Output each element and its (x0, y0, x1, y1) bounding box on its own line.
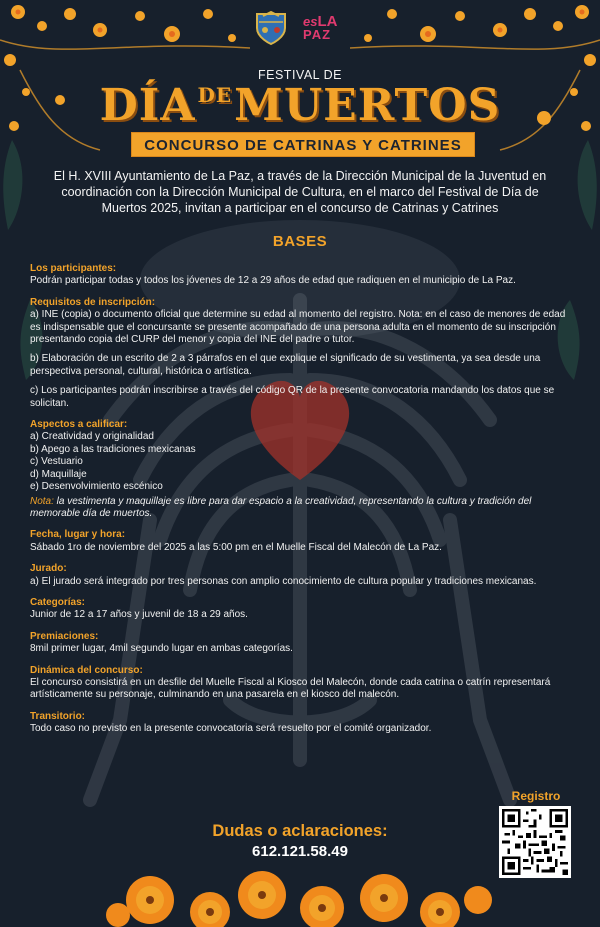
logo-es-text: es (303, 14, 318, 29)
section-heading: Requisitos de inscripción: (30, 296, 156, 308)
section-premiaciones (30, 631, 576, 656)
intro-paragraph: El H. XVIII Ayuntamiento de La Paz, a través de la Dirección Municipal de la Juventud en coordinación con la Dirección Municipal de Cultura, en el marco del Festival de Día de Muertos 2025, invitan a participar en el concurso de Catrinas y Catrines (53, 169, 547, 215)
section-fecha (30, 529, 576, 554)
logos-row (0, 8, 600, 48)
es-la-paz-logo (303, 15, 347, 41)
municipal-shield-icon (253, 10, 289, 46)
contact-heading: Dudas o aclaraciones: (212, 822, 388, 840)
rules-content (30, 263, 576, 745)
section-text: El concurso consistirá en un desfile del Muelle Fiscal al Kiosco del Malecón, donde cada catrina o catrín representará artísticamente su personaje, culminando en una pasarela en el kiosco del malecón. (30, 676, 551, 701)
section-dinamica (30, 665, 576, 702)
list-item: e) Desenvolvimiento escénico (30, 481, 163, 493)
title-dia: DÍA (99, 80, 196, 131)
registro-label: Registro (511, 789, 561, 803)
requisito-b: b) Elaboración de un escrito de 2 a 3 párrafos en el que explique el significado de su vestimenta, ya sea desde una perspectiva personal, cultural, histórica o artística. (30, 353, 541, 377)
requisito-c: c) Los participantes podrán inscribirse a través del código QR de la presente convocatoria mandando los datos que se solicitan. (30, 385, 555, 409)
qr-code-icon (502, 809, 568, 875)
section-participantes (30, 263, 576, 288)
section-text: a) El jurado será integrado por tres personas con amplio conocimiento de cultura popular y tradiciones mexicanas. (30, 575, 537, 587)
bases-heading: BASES (272, 233, 328, 250)
registration-qr-code[interactable] (499, 806, 571, 878)
section-heading: Transitorio: (30, 710, 86, 722)
note-label: Nota: (30, 495, 54, 507)
list-item: a) Creatividad y originalidad (30, 431, 154, 443)
festival-label: FESTIVAL DE (258, 68, 342, 82)
section-categorias (30, 597, 576, 622)
section-aspectos (30, 419, 576, 520)
contest-banner: CONCURSO DE CATRINAS Y CATRINES (131, 132, 475, 157)
section-text: 8mil primer lugar, 4mil segundo lugar en ambas categorías. (30, 643, 293, 655)
section-heading: Categorías: (30, 596, 86, 608)
requisito-a: a) INE (copia) o documento oficial que determine su edad al momento del registro. Nota: en el caso de menores de edad es indispensable que el concursante se presente acompañado de una persona adulta en el momento de su inscripción presentando copia del CURP del menor y copia del INE del padre o tutor. (30, 309, 566, 346)
title-de: DE (197, 83, 233, 107)
section-heading: Jurado: (30, 563, 67, 575)
list-item: c) Vestuario (30, 456, 83, 468)
section-heading: Los participantes: (30, 263, 117, 274)
section-heading: Premiaciones: (30, 630, 99, 642)
section-requisitos (30, 297, 576, 410)
section-text: Todo caso no previsto en la presente convocatoria será resuelto por el comité organizador. (30, 723, 432, 735)
contact-phone[interactable]: 612.121.58.49 (252, 843, 348, 860)
title-muertos: MUERTOS (234, 80, 501, 131)
page-title (0, 80, 600, 131)
list-item: d) Maquillaje (30, 468, 87, 480)
section-text: Sábado 1ro de noviembre del 2025 a las 5:00 pm en el Muelle Fiscal del Malecón de La Paz. (30, 541, 442, 553)
section-text: Podrán participar todas y todos los jóvenes de 12 a 29 años de edad que radiquen en el municipio de La Paz. (30, 275, 516, 287)
section-transitorio (30, 711, 470, 736)
section-text: Junior de 12 a 17 años y juvenil de 18 a 29 años. (30, 609, 248, 621)
logo-la-text: LA (317, 13, 338, 30)
section-heading: Aspectos a calificar: (30, 419, 128, 431)
logo-paz-text: PAZ (303, 27, 332, 42)
section-heading: Dinámica del concurso: (30, 664, 143, 676)
list-item: b) Apego a las tradiciones mexicanas (30, 443, 196, 455)
section-heading: Fecha, lugar y hora: (30, 529, 126, 541)
section-jurado (30, 563, 576, 588)
note-text: la vestimenta y maquillaje es libre para dar espacio a la creatividad, representando la cultura y tradición del memorable día de muertos. (30, 495, 532, 519)
aspectos-note (30, 496, 576, 521)
